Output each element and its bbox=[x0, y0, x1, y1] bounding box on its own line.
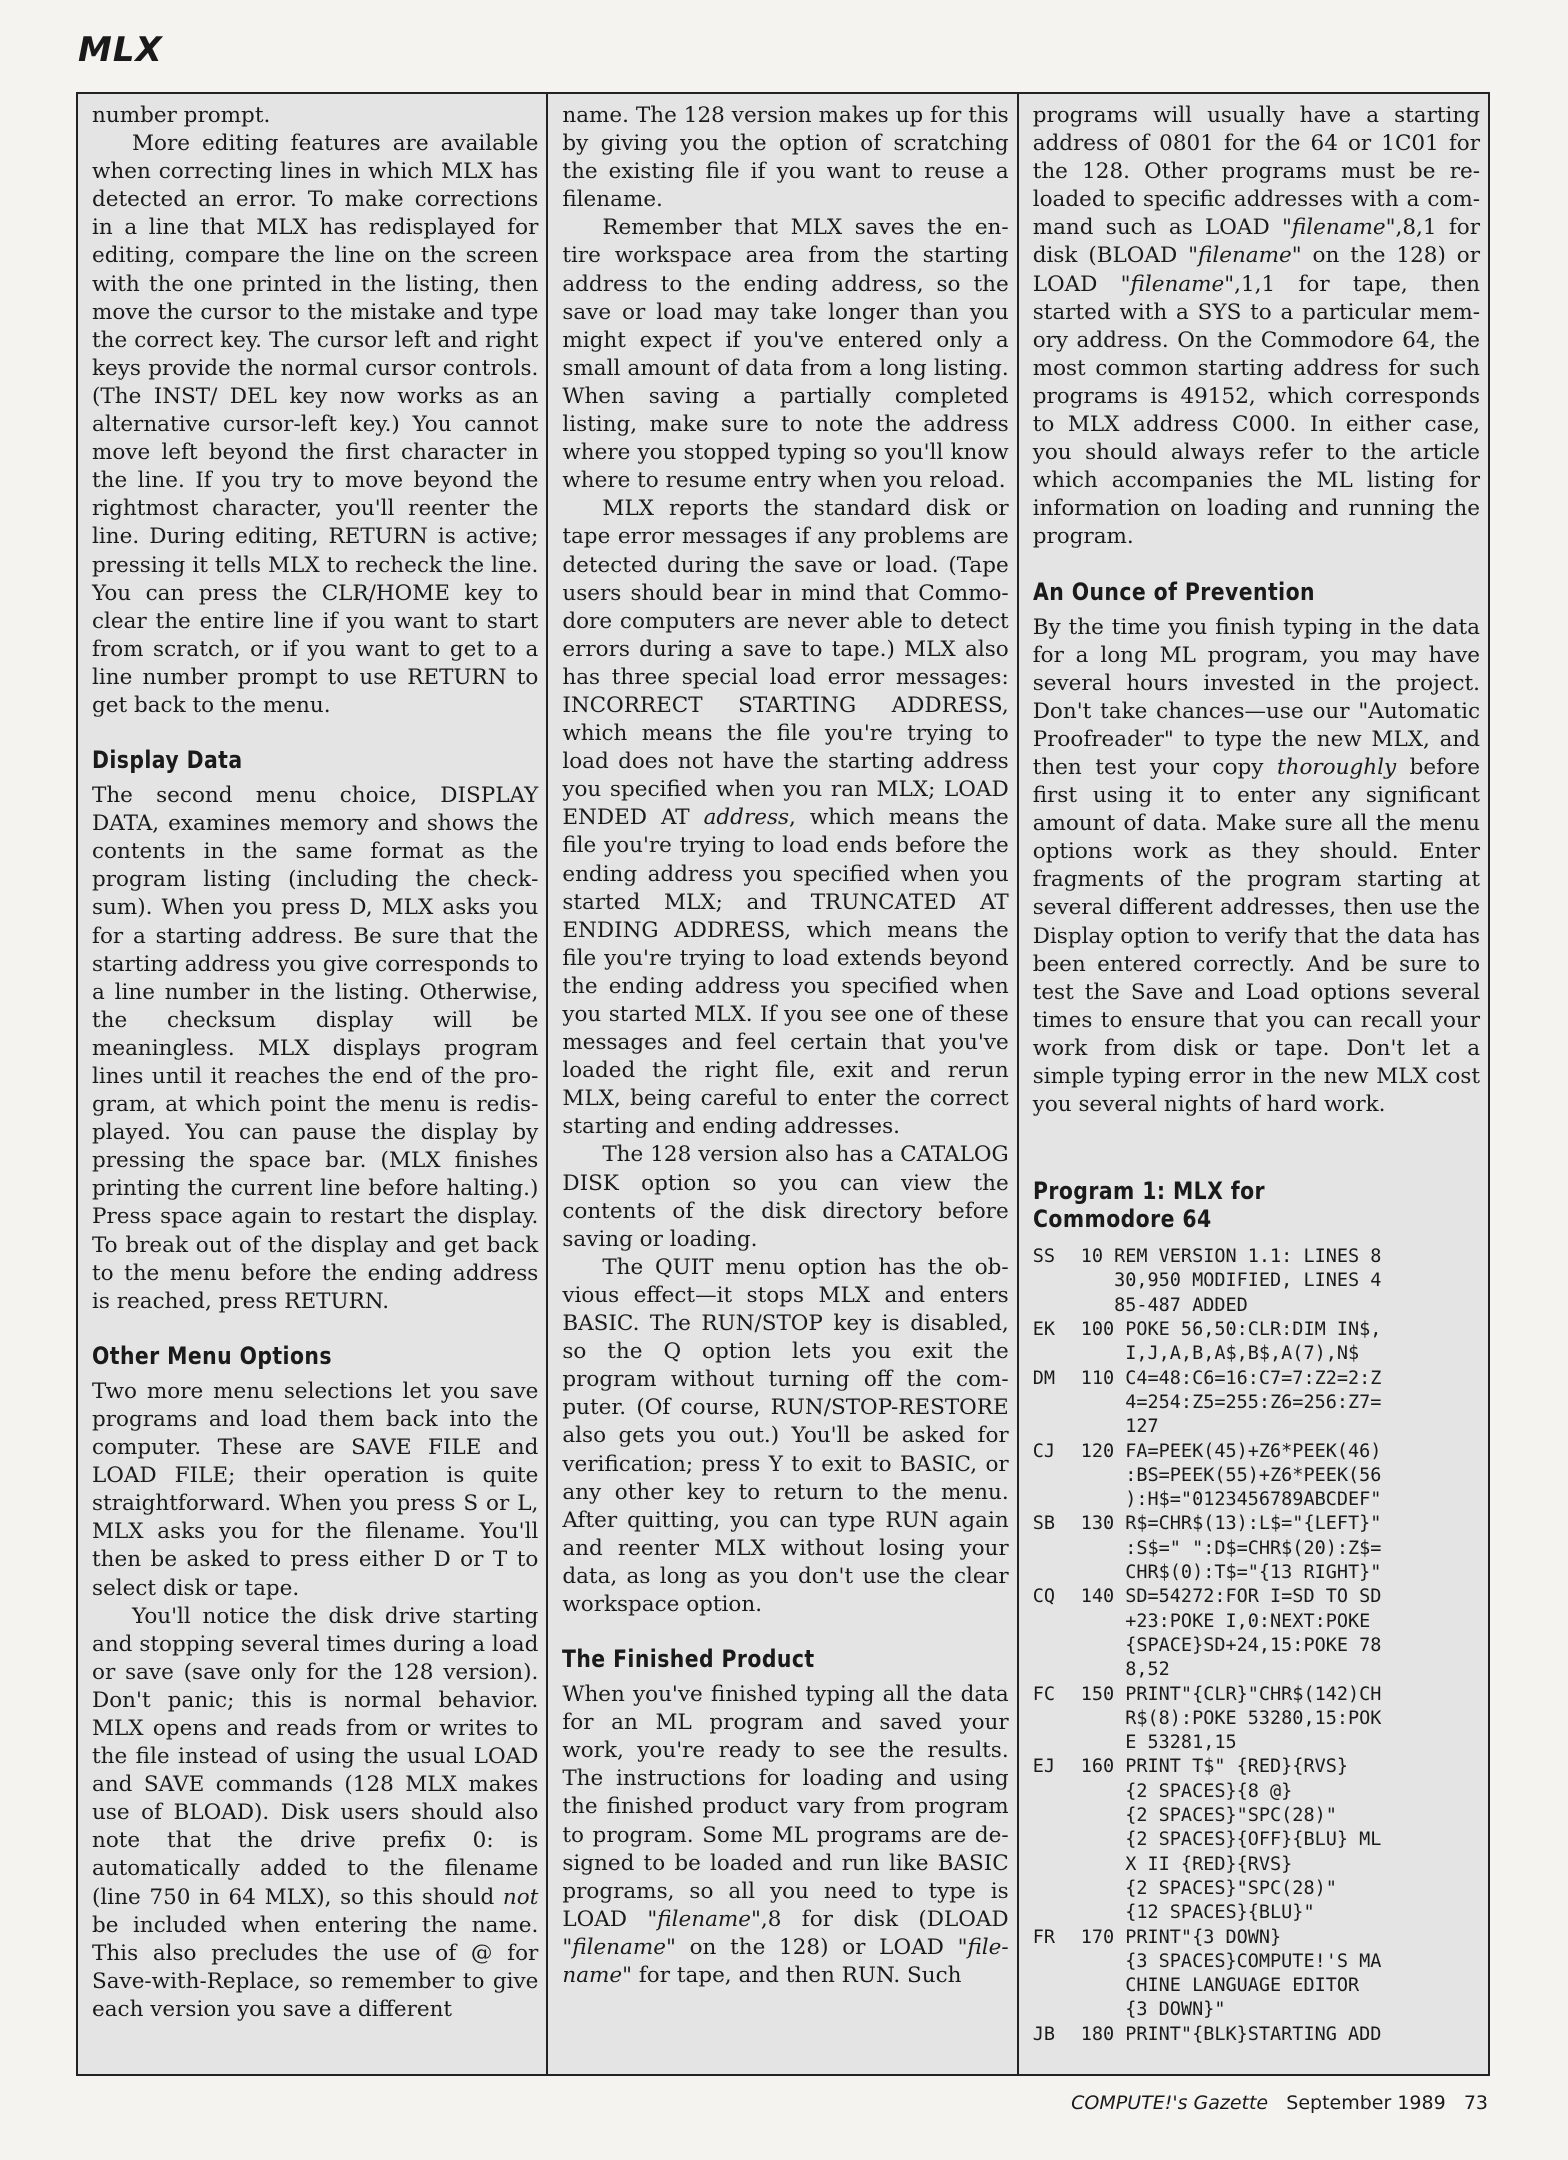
page-footer bbox=[1071, 2092, 1488, 2114]
heading-display-data: Display Data bbox=[92, 746, 243, 775]
magazine-name: COMPUTE!'s Gazette bbox=[1071, 2092, 1269, 2114]
checksum: FR bbox=[1032, 1926, 1055, 1948]
emphasis: "filename" bbox=[1282, 215, 1396, 241]
listing-line bbox=[1033, 1683, 1480, 1756]
column-3 bbox=[1019, 94, 1488, 2074]
paragraph bbox=[92, 1603, 538, 2024]
paragraph bbox=[1033, 102, 1480, 552]
listing-line bbox=[1033, 1585, 1480, 1682]
checksum: CJ bbox=[1032, 1440, 1055, 1462]
code-text: 120 FA=PEEK(45)+Z6*PEEK(46) :BS=PEEK(55)+Z6*PEEK(56 ):H$="0123456789ABCDEF" bbox=[1080, 1440, 1382, 1511]
checksum: CQ bbox=[1032, 1586, 1055, 1608]
heading-other-menu-options: Other Menu Options bbox=[92, 1341, 332, 1370]
heading-program-1: Program 1: MLX for Commodore 64 bbox=[1032, 1177, 1265, 1234]
text-run: for tape, and then RUN. Such bbox=[632, 1963, 962, 1988]
page-number: 73 bbox=[1463, 2092, 1488, 2114]
checksum: DM bbox=[1032, 1367, 1055, 1389]
paragraph bbox=[1033, 614, 1480, 1120]
text-run: By the time you finish typing in the data for a long ML program, you may have several hours invested in the project. Don't take chances—use our "Automatic Proofreader" to type the new MLX, and then test your copy bbox=[1032, 614, 1481, 780]
emphasis: "filename" bbox=[1120, 271, 1235, 297]
listing-line bbox=[1033, 1318, 1480, 1367]
checksum: EK bbox=[1032, 1319, 1055, 1341]
emphasis: address bbox=[703, 805, 790, 831]
listing-line bbox=[1033, 2023, 1480, 2047]
listing-line bbox=[1033, 1245, 1480, 1318]
emphasis: "filename" bbox=[647, 1906, 761, 1932]
text-run: before first using it to enter any significant amount of data. Make sure all the menu options work as they should. Enter fragments of the program starting at several different addresses, then use the Display option to verify that the data has been entered correctly. And be sure to test the Save and Load options several times to ensure that you can recall your work from disk or tape. Don't let a simple typing error in the new MLX cost you several nights of hard work. bbox=[1032, 754, 1481, 1118]
paragraph: More editing features are available when correcting lines in which MLX has detected an error. To make corrections in a line that MLX has redisplayed for editing, compare the line on the screen with the one printed in the listing, then move the cursor to the mistake and type the correct key. The cursor left and right keys provide the normal cursor controls. (The INST/ DEL key now works as an alternative cursor-left key.) You cannot move left beyond the first character in the line. If you try to move beyond the rightmost character, you'll reenter the line. During editing, RETURN is active; pressing it tells MLX to recheck the line. You can press the CLR/HOME key to clear the entire line if you want to start from scratch, or if you want to get to a line number prompt to use RETURN to get back to the menu. bbox=[92, 131, 539, 718]
paragraph bbox=[562, 1681, 1008, 1990]
paragraph: The second menu choice, DISPLAY DATA, examines memory and shows the contents in the same format as the program listing (including the checksum). When you press D, MLX asks you for a starting address. Be sure that the starting address you give corresponds to a line number in the listing. Otherwise, the checksum display will be meaningless. MLX displays program lines until it reaches the end of the program, at which point the menu is redisplayed. You can pause the display by pressing the space bar. (MLX finishes printing the current line before halting.) Press space again to restart the display. To break out of the display and get back to the menu before the ending address is reached, press RETURN. bbox=[92, 783, 539, 1314]
emphasis: "filename" bbox=[562, 1934, 676, 1960]
checksum: SB bbox=[1032, 1513, 1055, 1535]
code-text: 150 PRINT"{CLR}"CHR$(142)CH R$(8):POKE 53280,15:POK E 53281,15 bbox=[1080, 1683, 1382, 1754]
text-run: ,8 for disk (DLOAD bbox=[760, 1906, 1009, 1932]
column-2 bbox=[548, 94, 1018, 2074]
text-run: on the 128) or LOAD bbox=[1032, 243, 1481, 297]
code-text: 110 C4=48:C6=16:C7=7:Z2=2:Z 4=254:Z5=255:Z6=256:Z7= 127 bbox=[1080, 1367, 1382, 1438]
emphasis: not bbox=[502, 1884, 539, 1910]
listing-line bbox=[1033, 1440, 1480, 1513]
paragraph: The 128 version also has a CATALOG DISK option so you can view the contents of the disk directory before saving or loading. bbox=[562, 1142, 1009, 1252]
code-text: 140 SD=54272:FOR I=SD TO SD +23:POKE I,0:NEXT:POKE {SPACE}SD+24,15:POKE 78 8,52 bbox=[1080, 1586, 1382, 1681]
issue-date: September 1989 bbox=[1286, 2092, 1446, 2114]
paragraph: Remember that MLX saves the entire workspace area from the starting address to the ending address, so the save or load may take longer than you might expect if you've entered only a small amount of data from a long listing. When saving a partially completed listing, make sure to note the address where you stopped typing so you'll know where to resume entry when you reload. bbox=[562, 215, 1009, 494]
code-text: 130 R$=CHR$(13):L$="{LEFT}" :S$=" ":D$=CHR$(20):Z$= CHR$(0):T$="{13 RIGHT}" bbox=[1080, 1513, 1382, 1584]
article-frame bbox=[76, 92, 1490, 2076]
emphasis: "filename" bbox=[562, 1934, 1009, 1988]
text-run: ,8,1 for disk (BLOAD bbox=[1032, 215, 1481, 269]
code-text: 10 REM VERSION 1.1: LINES 8 30,950 MODIFIED, LINES 4 85-487 ADDED bbox=[1080, 1246, 1382, 1316]
paragraph: The QUIT menu option has the obvious effect—it stops MLX and enters BASIC. The RUN/STOP key is disabled, so the Q option lets you exit the program without turning off the computer. (Of course, RUN/STOP-RESTORE also gets you out.) You'll be asked for verification; press Y to exit to BASIC, or any other key to return to the menu. After quitting, you can type RUN again and reenter MLX without losing your data, as long as you don't use the clear workspace option. bbox=[562, 1254, 1009, 1617]
text-run: programs will usually have a starting address of 0801 for the 64 or 1C01 for the 128. Other programs must be reloaded to specific addresses with a command such as LOAD bbox=[1032, 103, 1481, 241]
text-run: be included when entering the name. This also precludes the use of @ for Save-with-Replace, so remember to give each version you save a different bbox=[92, 1912, 539, 2022]
paragraph: name. The 128 version makes up for this by giving you the option of scratching the existing file if you want to reuse a filename. bbox=[562, 103, 1009, 213]
listing-line bbox=[1033, 1512, 1480, 1585]
emphasis: "filename" bbox=[1188, 243, 1302, 269]
text-run: ,1,1 for tape, then started with a SYS to a particular memory address. On the Commodore 64, the most common starting address for such programs is 49152, which corresponds to MLX address C000. In either case, you should always refer to the article which accompanies the ML listing for information on loading and running the program. bbox=[1032, 271, 1481, 550]
listing-line bbox=[1033, 1755, 1480, 1925]
checksum: JB bbox=[1032, 2023, 1055, 2045]
checksum: EJ bbox=[1032, 1756, 1055, 1778]
checksum: FC bbox=[1032, 1683, 1055, 1705]
listing-line bbox=[1033, 1926, 1480, 2023]
text-run: You'll notice the disk drive starting and stopping several times during a load or save (save only for the 128 version). Don't panic; this is normal behavior. MLX opens and reads from or writes to the file instead of using the usual LOAD and SAVE commands (128 MLX makes use of BLOAD). Disk users should also note that the drive prefix 0: is automatically added to the filename (line 750 in 64 MLX), so this should bbox=[92, 1603, 539, 1910]
heading-finished-product: The Finished Product bbox=[562, 1645, 815, 1674]
paragraph bbox=[562, 495, 1008, 1141]
section-title: MLX bbox=[78, 30, 163, 70]
text-run: , which means the file you're trying to load ends before the ending address you specified when you started MLX; and TRUNCATED AT ENDING ADDRESS, which means the file you're trying to load extends beyond the ending address you specified when you started MLX. If you see one of these messages and feel certain that you've loaded the right file, exit and rerun MLX, being careful to enter the correct starting and ending addresses. bbox=[562, 805, 1009, 1140]
listing-line bbox=[1033, 1367, 1480, 1440]
paragraph: number prompt. bbox=[92, 103, 271, 128]
text-run: When you've finished typing all the data for an ML program and saved your work, you're ready to see the results. The instructions for loading and using the finished product vary from program to program. Some ML programs are designed to be loaded and run like BASIC programs, so all you need to type is LOAD bbox=[562, 1682, 1009, 1932]
column-1 bbox=[78, 94, 548, 2074]
code-text: 180 PRINT"{BLK}STARTING ADD bbox=[1080, 2023, 1382, 2045]
code-text: 100 POKE 56,50:CLR:DIM IN$, I,J,A,B,A$,B$,A(7),N$ bbox=[1080, 1319, 1382, 1365]
text-run: MLX reports the standard disk or tape error messages if any problems are detected during the save or load. (Tape users should bear in mind that Commodore computers are never able to detect errors during a save to tape.) MLX also has three special load error messages: INCORRECT STARTING ADDRESS, which means the file you're trying to load does not have the starting address you specified when you ran MLX; LOAD ENDED AT bbox=[562, 496, 1009, 831]
program-listing bbox=[1033, 1245, 1480, 2047]
checksum: SS bbox=[1032, 1246, 1055, 1268]
code-text: 170 PRINT"{3 DOWN} {3 SPACES}COMPUTE!'S MA CHINE LANGUAGE EDITOR {3 DOWN}" bbox=[1080, 1926, 1382, 2021]
heading-ounce-of-prevention: An Ounce of Prevention bbox=[1032, 577, 1315, 606]
text-run: on the 128) or LOAD bbox=[675, 1934, 958, 1960]
paragraph: Two more menu selections let you save programs and load them back into the computer. These are SAVE FILE and LOAD FILE; their operation is quite straightforward. When you press S or L, MLX asks you for the filename. You'll then be asked to press either D or T to select disk or tape. bbox=[92, 1378, 539, 1601]
code-text: 160 PRINT T$" {RED}{RVS} {2 SPACES}{8 @} {2 SPACES}"SPC(28)" {2 SPACES}{OFF}{BLU} ML X II {RED}{RVS} {2 SPACES}"SPC(28)" {12 SPACES}{BLU}" bbox=[1080, 1756, 1382, 1924]
emphasis: thoroughly bbox=[1276, 754, 1397, 780]
